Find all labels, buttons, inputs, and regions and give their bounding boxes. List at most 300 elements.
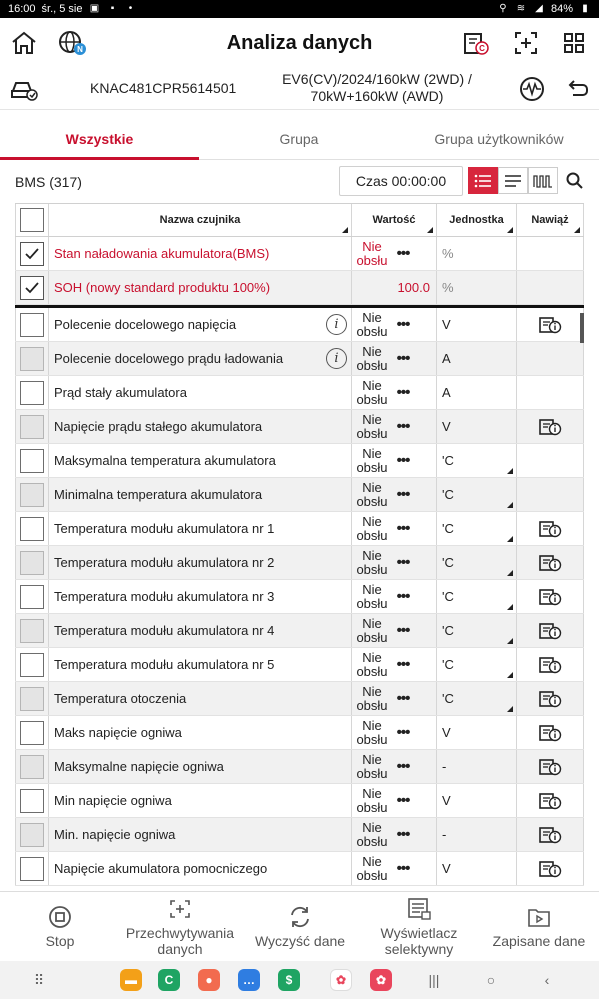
- text-view-icon: [504, 174, 522, 188]
- row-check-cell: [15, 784, 49, 817]
- row-value: [352, 546, 437, 579]
- row-value-text: Nie obsłu: [356, 717, 388, 747]
- row-unit: [437, 546, 517, 579]
- link-info-icon[interactable]: [538, 316, 562, 334]
- row-value-text: Nie obsłu: [356, 853, 388, 883]
- select-all-checkbox[interactable]: [20, 208, 44, 232]
- header-link[interactable]: [517, 204, 584, 236]
- status-bar: [0, 0, 599, 18]
- row-value-text: 100.0: [397, 280, 430, 295]
- row-checkbox[interactable]: [20, 313, 44, 337]
- grid-menu-icon[interactable]: [558, 27, 590, 59]
- row-unit: [437, 784, 517, 817]
- add-capture-icon[interactable]: [510, 27, 542, 59]
- row-value-text: Nie obsłu: [356, 479, 388, 509]
- row-unit: [437, 614, 517, 647]
- row-checkbox[interactable]: [20, 381, 44, 405]
- messages-app-icon[interactable]: …: [238, 969, 260, 991]
- vehicle-model: [262, 71, 492, 105]
- location-icon: ⚲: [499, 3, 507, 14]
- row-unit-text: V: [442, 793, 451, 808]
- table-row[interactable]: [15, 376, 584, 410]
- row-unit: [437, 444, 517, 477]
- sensor-table: [15, 203, 584, 886]
- header-name-label: Nazwa czujnika: [159, 214, 241, 226]
- table-row[interactable]: [15, 546, 584, 580]
- vehicle-model-line-1: EV6(CV)/2024/160kW (2WD) /: [282, 71, 472, 87]
- refresh-icon: [287, 905, 313, 929]
- vehicle-model-line-2: 70kW+160kW (AWD): [310, 88, 444, 104]
- row-check-cell: [15, 308, 49, 341]
- row-name-cell: [49, 614, 352, 647]
- row-value-text: Nie obsłu: [356, 309, 388, 339]
- row-unit: [437, 818, 517, 851]
- row-value-text: Nie obsłu: [356, 615, 388, 645]
- text-view-button[interactable]: [498, 167, 528, 194]
- row-unit: [437, 716, 517, 749]
- row-unit: [437, 410, 517, 443]
- svg-text:N: N: [77, 45, 83, 54]
- row-link: [517, 410, 584, 443]
- row-unit: [437, 580, 517, 613]
- unit-dropdown-corner-icon[interactable]: [507, 706, 513, 712]
- saved-data-label: Zapisane dane: [492, 933, 586, 949]
- stop-icon: [48, 905, 72, 929]
- row-value: [352, 648, 437, 681]
- link-info-icon[interactable]: [538, 588, 562, 606]
- clear-data-button[interactable]: [250, 892, 350, 962]
- row-checkbox[interactable]: [20, 517, 44, 541]
- sort-corner-icon: [574, 227, 580, 233]
- row-link: [517, 648, 584, 681]
- unit-dropdown-corner-icon[interactable]: [507, 672, 513, 678]
- back-return-icon[interactable]: [562, 73, 594, 105]
- row-name-cell: [49, 444, 352, 477]
- row-checkbox[interactable]: [20, 653, 44, 677]
- row-value: [352, 237, 437, 270]
- tab-bar: [0, 118, 599, 160]
- row-name-cell: [49, 478, 352, 511]
- more-options-icon[interactable]: •••: [396, 724, 410, 741]
- row-value: [352, 478, 437, 511]
- clear-data-label: Wyczyść dane: [254, 933, 346, 949]
- more-options-icon[interactable]: •••: [396, 622, 410, 639]
- row-value: [352, 750, 437, 783]
- capture-data-label: Przechwytywania danych: [125, 925, 235, 957]
- row-unit: %: [437, 237, 517, 270]
- back-button-icon[interactable]: ‹: [544, 972, 550, 988]
- row-value: [352, 308, 437, 341]
- row-value: [352, 271, 437, 304]
- more-options-icon[interactable]: •••: [396, 656, 410, 673]
- row-name: Temperatura modułu akumulatora nr 5: [54, 657, 275, 672]
- link-info-icon[interactable]: [538, 860, 562, 878]
- flower-app-icon[interactable]: ✿: [370, 969, 392, 991]
- gallery-notification-icon: ▣: [89, 3, 100, 14]
- row-unit: [437, 308, 517, 341]
- signal-icon: ◢: [535, 3, 543, 14]
- graph-view-button[interactable]: [528, 167, 558, 194]
- saved-data-button[interactable]: [486, 892, 592, 962]
- more-options-icon[interactable]: •••: [396, 826, 410, 843]
- unit-dropdown-corner-icon[interactable]: [507, 468, 513, 474]
- row-checkbox[interactable]: [20, 551, 44, 575]
- saved-data-icon: [527, 906, 551, 928]
- row-value: [352, 512, 437, 545]
- more-options-icon[interactable]: •••: [396, 452, 410, 469]
- row-link: [517, 682, 584, 715]
- row-unit: [437, 648, 517, 681]
- stop-button[interactable]: [20, 892, 100, 962]
- checkmark-icon: [24, 247, 40, 261]
- header-unit[interactable]: [437, 204, 517, 236]
- sensor-rows: [15, 308, 584, 886]
- row-check-cell: [15, 852, 49, 885]
- row-unit-text: A: [442, 351, 451, 366]
- row-name-cell: [49, 852, 352, 885]
- signal-wave-icon[interactable]: [516, 73, 548, 105]
- row-check-cell: [15, 818, 49, 851]
- row-value: [352, 784, 437, 817]
- row-checkbox[interactable]: [20, 857, 44, 881]
- row-check-cell: [15, 444, 49, 477]
- row-checkbox[interactable]: [20, 721, 44, 745]
- status-time: 16:00: [8, 3, 36, 15]
- row-unit-text: V: [442, 419, 451, 434]
- list-view-icon: [474, 174, 492, 188]
- selected-row[interactable]: [15, 271, 584, 305]
- contacts-app-icon[interactable]: ●: [198, 969, 220, 991]
- row-name: Maksymalne napięcie ogniwa: [54, 759, 224, 774]
- bottom-navigation: [0, 891, 599, 961]
- row-value-text: Nie obsłu: [356, 343, 388, 373]
- row-unit-text: V: [442, 317, 451, 332]
- row-name: Prąd stały akumulatora: [54, 385, 187, 400]
- row-link: [517, 716, 584, 749]
- row-checkbox-checked[interactable]: [20, 276, 44, 300]
- more-options-icon[interactable]: •••: [396, 418, 410, 435]
- home-button-icon[interactable]: ○: [486, 972, 496, 988]
- link-info-icon[interactable]: [538, 758, 562, 776]
- table-row[interactable]: [15, 818, 584, 852]
- row-checkbox[interactable]: [20, 823, 44, 847]
- row-checkbox[interactable]: [20, 687, 44, 711]
- row-unit-text: -: [442, 759, 447, 774]
- row-name-cell: [49, 308, 352, 341]
- row-name: SOH (nowy standard produktu 100%): [49, 271, 352, 304]
- more-options-icon[interactable]: •••: [396, 316, 410, 333]
- capture-icon: [169, 899, 191, 919]
- table-toolbar: [0, 166, 599, 198]
- info-icon[interactable]: i: [326, 348, 347, 369]
- selective-display-label: Wyświetlacz selektywny: [380, 925, 458, 957]
- row-link: [517, 512, 584, 545]
- row-name-cell: [49, 682, 352, 715]
- row-link: [517, 818, 584, 851]
- row-name: Napięcie akumulatora pomocniczego: [54, 861, 268, 876]
- row-unit: [437, 682, 517, 715]
- header-value[interactable]: [352, 204, 437, 236]
- row-name-cell: [49, 648, 352, 681]
- more-options-icon[interactable]: •••: [396, 860, 410, 877]
- row-value-text: Nie obsłu: [356, 547, 388, 577]
- row-link: [517, 852, 584, 885]
- row-link: [517, 784, 584, 817]
- row-value-text: Nie obsłu: [356, 819, 388, 849]
- row-value: [352, 342, 437, 375]
- row-check-cell: [15, 376, 49, 409]
- search-icon[interactable]: [560, 166, 590, 196]
- row-name-cell: [49, 818, 352, 851]
- row-value: [352, 410, 437, 443]
- row-link: [517, 308, 584, 341]
- sort-corner-icon: [427, 227, 433, 233]
- row-link: [517, 342, 584, 375]
- row-unit-text: 'C: [442, 623, 454, 638]
- row-value-text: Nie obsłu: [356, 751, 388, 781]
- row-check-cell: [15, 580, 49, 613]
- row-name: Min. napięcie ogniwa: [54, 827, 176, 842]
- selective-display-icon: [406, 897, 432, 921]
- selective-display-button[interactable]: [362, 892, 476, 962]
- row-name: Minimalna temperatura akumulatora: [54, 487, 263, 502]
- row-unit-text: 'C: [442, 487, 454, 502]
- timer-button[interactable]: Czas 00:00:00: [339, 166, 463, 196]
- row-checkbox-checked[interactable]: [20, 242, 44, 266]
- row-checkbox[interactable]: [20, 347, 44, 371]
- table-row[interactable]: [15, 682, 584, 716]
- table-row[interactable]: [15, 410, 584, 444]
- row-unit-text: 'C: [442, 521, 454, 536]
- header-value-label: Wartość: [372, 214, 416, 226]
- row-unit: [437, 376, 517, 409]
- row-value-text: Nie obsłu: [356, 238, 388, 268]
- row-checkbox[interactable]: [20, 585, 44, 609]
- stop-button-label: Stop: [45, 933, 75, 949]
- row-value: [352, 444, 437, 477]
- row-value-text: Nie obsłu: [356, 377, 388, 407]
- status-date: śr., 5 sie: [41, 3, 83, 15]
- table-row[interactable]: [15, 478, 584, 512]
- row-check-cell: [15, 512, 49, 545]
- unit-dropdown-corner-icon[interactable]: [507, 604, 513, 610]
- tab-user-group[interactable]: Grupa użytkowników: [434, 130, 564, 147]
- row-unit-text: 'C: [442, 691, 454, 706]
- row-unit: [437, 342, 517, 375]
- table-row[interactable]: [15, 614, 584, 648]
- row-value: [352, 682, 437, 715]
- row-unit: %: [437, 271, 517, 304]
- row-unit-text: V: [442, 861, 451, 876]
- row-name-cell: [49, 342, 352, 375]
- row-value: [352, 852, 437, 885]
- checkmark-icon: [24, 281, 40, 295]
- row-name: Temperatura otoczenia: [54, 691, 187, 706]
- row-name-cell: [49, 750, 352, 783]
- row-value: [352, 580, 437, 613]
- row-name: Polecenie docelowego prądu ładowania: [54, 351, 284, 366]
- row-checkbox[interactable]: [20, 789, 44, 813]
- link-info-icon[interactable]: [538, 622, 562, 640]
- table-row[interactable]: [15, 308, 584, 342]
- battery-level: 84%: [550, 3, 573, 15]
- row-check-cell: [15, 682, 49, 715]
- more-options-icon[interactable]: •••: [396, 350, 410, 367]
- row-link: [517, 478, 584, 511]
- table-row[interactable]: [15, 750, 584, 784]
- row-name-cell: [49, 410, 352, 443]
- unit-dropdown-corner-icon[interactable]: [507, 502, 513, 508]
- link-info-icon[interactable]: [538, 826, 562, 844]
- app-header: [0, 18, 599, 68]
- recent-apps-icon[interactable]: |||: [428, 972, 440, 988]
- table-row[interactable]: [15, 512, 584, 546]
- more-options-icon[interactable]: •••: [396, 520, 410, 537]
- row-checkbox[interactable]: [20, 619, 44, 643]
- row-checkbox[interactable]: [20, 755, 44, 779]
- row-name: Temperatura modułu akumulatora nr 3: [54, 589, 275, 604]
- more-options-icon[interactable]: •••: [396, 245, 410, 262]
- table-row[interactable]: [15, 444, 584, 478]
- row-value: [352, 614, 437, 647]
- row-checkbox[interactable]: [20, 449, 44, 473]
- android-navigation-bar: [0, 961, 599, 999]
- row-value-text: Nie obsłu: [356, 411, 388, 441]
- wifi-icon: ≋: [516, 3, 526, 14]
- header-unit-label: Jednostka: [449, 214, 504, 226]
- row-name: Maks napięcie ogniwa: [54, 725, 182, 740]
- table-row[interactable]: [15, 852, 584, 886]
- row-value-text: Nie obsłu: [356, 649, 388, 679]
- sort-corner-icon: [342, 227, 348, 233]
- capture-data-button[interactable]: [116, 892, 244, 962]
- table-scrollbar[interactable]: [580, 313, 584, 343]
- group-count-label: BMS (317): [15, 174, 82, 190]
- row-check-cell: [15, 716, 49, 749]
- row-link: [517, 271, 584, 304]
- money-app-icon[interactable]: $: [278, 969, 300, 991]
- row-link: [517, 546, 584, 579]
- selected-row[interactable]: [15, 237, 584, 271]
- files-app-icon[interactable]: ▬: [120, 969, 142, 991]
- row-name-cell: [49, 512, 352, 545]
- page-title: Analiza danych: [226, 31, 373, 54]
- row-unit: [437, 852, 517, 885]
- row-check-cell: [15, 410, 49, 443]
- row-value-text: Nie obsłu: [356, 445, 388, 475]
- row-name: Temperatura modułu akumulatora nr 2: [54, 555, 275, 570]
- info-icon[interactable]: i: [326, 314, 347, 335]
- list-view-button[interactable]: [468, 167, 498, 194]
- row-unit-text: -: [442, 827, 447, 842]
- row-name-cell: [49, 784, 352, 817]
- row-value-text: Nie obsłu: [356, 683, 388, 713]
- vehicle-check-icon[interactable]: [8, 73, 40, 105]
- link-info-icon[interactable]: [538, 520, 562, 538]
- link-info-icon[interactable]: [538, 724, 562, 742]
- table-row[interactable]: [15, 342, 584, 376]
- vehicle-info-bar: [0, 68, 599, 110]
- table-row[interactable]: [15, 784, 584, 818]
- more-options-icon[interactable]: •••: [396, 588, 410, 605]
- row-name: Maksymalna temperatura akumulatora: [54, 453, 276, 468]
- row-value-text: Nie obsłu: [356, 581, 388, 611]
- row-name: Temperatura modułu akumulatora nr 1: [54, 521, 275, 536]
- more-options-icon[interactable]: •••: [396, 792, 410, 809]
- battery-icon: ▮: [582, 3, 588, 14]
- row-check-cell: [15, 237, 49, 270]
- table-row[interactable]: [15, 648, 584, 682]
- row-check-cell: [15, 342, 49, 375]
- row-unit: [437, 512, 517, 545]
- photos-app-icon[interactable]: ✿: [330, 969, 352, 991]
- link-info-icon[interactable]: [538, 690, 562, 708]
- row-checkbox[interactable]: [20, 415, 44, 439]
- vin-number: KNAC481CPR5614501: [90, 80, 237, 96]
- row-name-cell: [49, 716, 352, 749]
- tab-all[interactable]: Wszystkie: [0, 118, 199, 159]
- row-check-cell: [15, 750, 49, 783]
- phone-app-icon[interactable]: C: [158, 969, 180, 991]
- row-link: [517, 614, 584, 647]
- link-info-icon[interactable]: [538, 656, 562, 674]
- notification-icon: ▪: [110, 3, 115, 14]
- unit-dropdown-corner-icon[interactable]: [507, 536, 513, 542]
- pulse-graph-icon: [533, 174, 553, 188]
- tab-group[interactable]: Grupa: [279, 130, 319, 147]
- row-link: [517, 444, 584, 477]
- row-unit: [437, 750, 517, 783]
- row-check-cell: [15, 546, 49, 579]
- row-value: [352, 716, 437, 749]
- row-name: Napięcie prądu stałego akumulatora: [54, 419, 263, 434]
- table-row[interactable]: [15, 716, 584, 750]
- unit-dropdown-corner-icon[interactable]: [507, 638, 513, 644]
- link-info-icon[interactable]: [538, 792, 562, 810]
- row-name: Stan naładowania akumulatora(BMS): [49, 237, 352, 270]
- vehicle-report-icon[interactable]: [460, 27, 492, 59]
- row-checkbox[interactable]: [20, 483, 44, 507]
- row-check-cell: [15, 648, 49, 681]
- unit-dropdown-corner-icon[interactable]: [507, 570, 513, 576]
- more-options-icon[interactable]: •••: [396, 486, 410, 503]
- header-link-label: Nawiąż: [531, 214, 569, 226]
- more-options-icon[interactable]: •••: [396, 384, 410, 401]
- select-all-cell: [15, 204, 49, 236]
- link-info-icon[interactable]: [538, 554, 562, 572]
- row-value: [352, 376, 437, 409]
- row-value: [352, 818, 437, 851]
- svg-text:C: C: [479, 44, 485, 53]
- more-options-icon[interactable]: •••: [396, 690, 410, 707]
- app-drawer-icon[interactable]: ⠿: [33, 971, 45, 988]
- row-name-cell: [49, 580, 352, 613]
- row-unit: [437, 478, 517, 511]
- row-check-cell: [15, 614, 49, 647]
- link-info-icon[interactable]: [538, 418, 562, 436]
- row-name-cell: [49, 546, 352, 579]
- more-options-icon[interactable]: •••: [396, 554, 410, 571]
- row-check-cell: [15, 478, 49, 511]
- table-row[interactable]: [15, 580, 584, 614]
- row-name-cell: [49, 376, 352, 409]
- row-name: Min napięcie ogniwa: [54, 793, 172, 808]
- row-link: [517, 237, 584, 270]
- sort-corner-icon: [507, 227, 513, 233]
- header-name[interactable]: [49, 204, 352, 236]
- row-name: Polecenie docelowego napięcia: [54, 317, 237, 332]
- more-options-icon[interactable]: •••: [396, 758, 410, 775]
